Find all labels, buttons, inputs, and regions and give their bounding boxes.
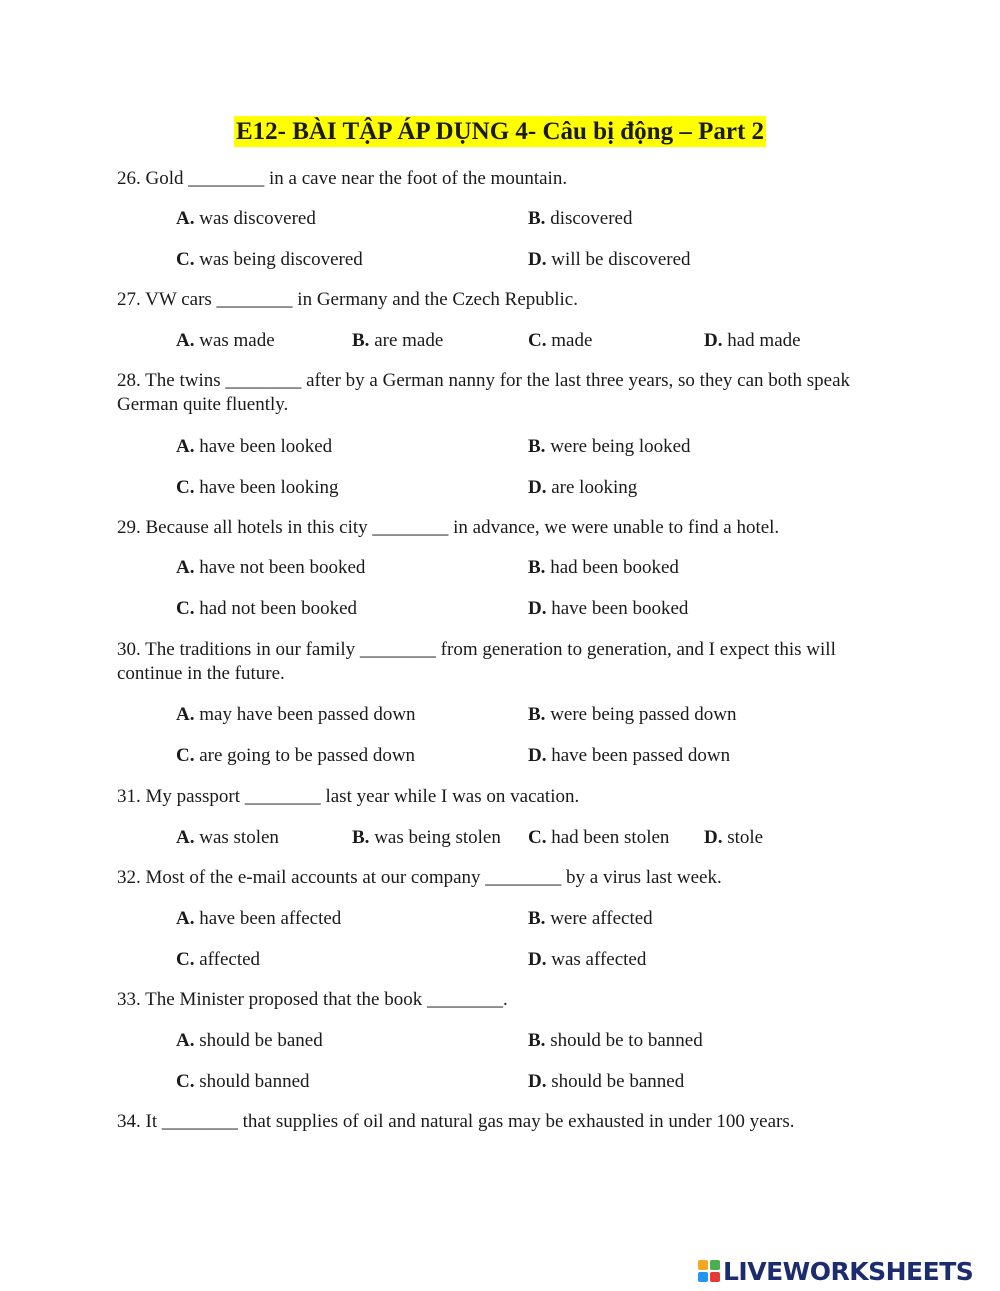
option-letter: C. [528, 330, 547, 351]
logo-square [698, 1272, 708, 1282]
option-a[interactable] [176, 329, 275, 353]
option-letter: B. [528, 704, 546, 725]
option-text: will be discovered [551, 249, 691, 270]
option-d[interactable] [528, 248, 691, 272]
option-letter: D. [528, 598, 547, 619]
question-stem: 34. It ________ that supplies of oil and natural gas may be exhausted in under 100 years. [117, 1111, 795, 1132]
option-letter: C. [176, 1071, 195, 1092]
option-text: had been booked [550, 557, 679, 578]
option-a[interactable] [176, 1029, 323, 1053]
option-text: was made [199, 330, 275, 351]
option-text: was discovered [199, 208, 316, 229]
option-a[interactable] [176, 435, 332, 459]
option-text: was stolen [199, 827, 279, 848]
option-letter: C. [176, 745, 195, 766]
option-c[interactable] [176, 1070, 310, 1094]
option-text: affected [199, 949, 261, 970]
option-letter: C. [176, 477, 195, 498]
option-text: should be to banned [550, 1030, 703, 1051]
option-d[interactable] [704, 826, 763, 850]
option-letter: A. [176, 557, 195, 578]
logo-square [710, 1260, 720, 1270]
option-text: was being discovered [199, 249, 363, 270]
option-letter: A. [176, 208, 195, 229]
option-b[interactable] [528, 435, 691, 459]
worksheet-title: E12- BÀI TẬP ÁP DỤNG 4- Câu bị động – Part 2 [235, 118, 765, 145]
logo-square [710, 1272, 720, 1282]
option-text: have been looking [199, 477, 339, 498]
option-c[interactable] [176, 476, 339, 500]
option-text: had not been booked [199, 598, 357, 619]
option-letter: D. [704, 827, 723, 848]
option-a[interactable] [176, 907, 341, 931]
question-stem: 31. My passport ________ last year while I was on vacation. [117, 786, 580, 807]
option-letter: B. [352, 330, 370, 351]
option-text: have been booked [551, 598, 689, 619]
question-stem: 28. The twins ________ after by a German nanny for the last three years, so they can both speak German quite fluently. [117, 370, 851, 415]
option-letter: B. [528, 557, 546, 578]
option-letter: D. [528, 477, 547, 498]
option-c[interactable] [528, 329, 592, 353]
liveworksheets-logo [698, 1256, 973, 1286]
option-a[interactable] [176, 556, 365, 580]
option-b[interactable] [352, 329, 443, 353]
option-text: were affected [550, 908, 653, 929]
option-letter: B. [352, 827, 370, 848]
option-letter: D. [528, 745, 547, 766]
option-text: have been affected [199, 908, 342, 929]
option-text: were being looked [550, 436, 691, 457]
question-stem: 29. Because all hotels in this city ________ in advance, we were unable to find a hotel. [117, 517, 780, 538]
question-stem: 32. Most of the e-mail accounts at our company ________ by a virus last week. [117, 867, 722, 888]
option-d[interactable] [528, 948, 646, 972]
option-c[interactable] [176, 597, 357, 621]
option-letter: A. [176, 436, 195, 457]
option-text: have been passed down [551, 745, 731, 766]
option-text: had been stolen [551, 827, 670, 848]
option-b[interactable] [352, 826, 501, 850]
option-text: were being passed down [550, 704, 737, 725]
option-text: are going to be passed down [199, 745, 416, 766]
option-d[interactable] [528, 597, 688, 621]
option-letter: C. [528, 827, 547, 848]
option-text: have been looked [199, 436, 333, 457]
option-letter: B. [528, 1030, 546, 1051]
option-letter: B. [528, 208, 546, 229]
option-letter: D. [528, 249, 547, 270]
option-letter: B. [528, 436, 546, 457]
question-stem: 30. The traditions in our family ________ from generation to generation, and I expect this will continue in the future. [117, 639, 836, 684]
option-letter: D. [704, 330, 723, 351]
option-text: had made [727, 330, 801, 351]
option-d[interactable] [528, 476, 637, 500]
option-a[interactable] [176, 703, 416, 727]
option-b[interactable] [528, 207, 633, 231]
option-letter: A. [176, 704, 195, 725]
option-c[interactable] [528, 826, 669, 850]
option-text: was being stolen [374, 827, 501, 848]
option-text: are looking [551, 477, 638, 498]
option-d[interactable] [528, 744, 730, 768]
option-letter: C. [176, 598, 195, 619]
option-b[interactable] [528, 703, 736, 727]
liveworksheets-logo-text: LIVEWORKSHEETS [723, 1256, 974, 1286]
option-letter: C. [176, 949, 195, 970]
option-d[interactable] [704, 329, 801, 353]
question-stem: 26. Gold ________ in a cave near the foot of the mountain. [117, 168, 568, 189]
option-letter: C. [176, 249, 195, 270]
option-c[interactable] [176, 948, 260, 972]
option-c[interactable] [176, 248, 363, 272]
option-text: made [551, 330, 593, 351]
option-text: stole [727, 827, 764, 848]
option-text: discovered [550, 208, 633, 229]
option-a[interactable] [176, 826, 279, 850]
logo-square [698, 1260, 708, 1270]
option-d[interactable] [528, 1070, 684, 1094]
option-text: should be banned [551, 1071, 685, 1092]
option-text: may have been passed down [199, 704, 416, 725]
question-stem: 27. VW cars ________ in Germany and the Czech Republic. [117, 289, 578, 310]
option-letter: A. [176, 330, 195, 351]
option-letter: D. [528, 949, 547, 970]
option-letter: A. [176, 827, 195, 848]
option-text: should be baned [199, 1030, 323, 1051]
option-a[interactable] [176, 207, 316, 231]
liveworksheets-logo-icon [698, 1260, 720, 1282]
option-letter: A. [176, 1030, 195, 1051]
option-b[interactable] [528, 1029, 703, 1053]
option-b[interactable] [528, 556, 679, 580]
option-c[interactable] [176, 744, 415, 768]
option-b[interactable] [528, 907, 653, 931]
option-letter: D. [528, 1071, 547, 1092]
option-letter: A. [176, 908, 195, 929]
option-text: was affected [551, 949, 647, 970]
question-stem: 33. The Minister proposed that the book ________. [117, 989, 508, 1010]
option-text: should banned [199, 1071, 310, 1092]
option-letter: B. [528, 908, 546, 929]
option-text: have not been booked [199, 557, 366, 578]
option-text: are made [374, 330, 444, 351]
